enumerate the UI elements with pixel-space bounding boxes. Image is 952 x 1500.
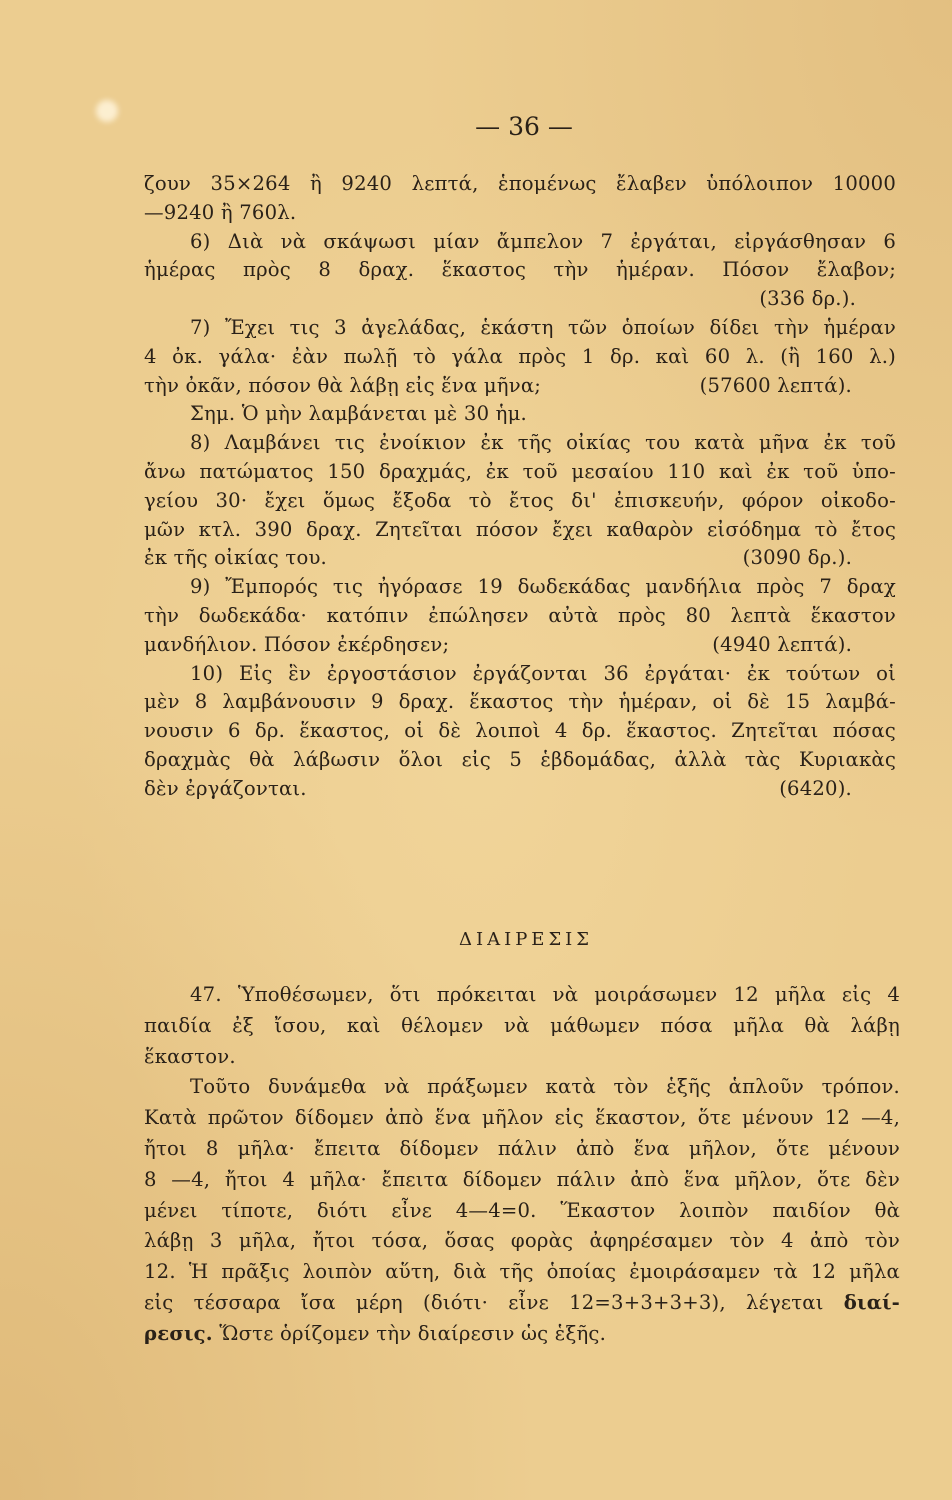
answer: (6420). <box>779 776 852 800</box>
text-line: μένει τίποτε, διότι εἶνε 4—4=0. Ἕκαστον λοιπὸν παιδίον θὰ <box>144 1198 900 1222</box>
answer: (57600 λεπτά). <box>699 373 852 397</box>
line-text: εἰς τέσσαρα ἴσα μέρη (διότι· εἶνε 12=3+3+3+3), λέγεται <box>144 1290 824 1314</box>
exercise-block <box>144 170 896 804</box>
text-line: νουσιν 6 δρ. ἕκαστος, οἱ δὲ λοιποὶ 4 δρ. ἕκαστος. Ζητεῖται πόσας <box>144 719 896 743</box>
text-line: τὴν δωδεκάδα· κατόπιν ἐπώλησεν αὐτὰ πρὸς 80 λεπτὰ ἕκαστον <box>144 603 896 627</box>
section-heading: ΔΙΑΙΡΕΣΙΣ <box>458 929 594 950</box>
question-text: μανδήλιον. Πόσον ἐκέρδησεν; <box>144 632 450 656</box>
text-line: ἕκαστον. <box>144 1044 236 1068</box>
text-line: 8 —4, ἤτοι 4 μῆλα· ἔπειτα δίδομεν πάλιν ἀπὸ ἕνα μῆλον, ὅτε δὲν <box>144 1167 900 1191</box>
text-line: ἤτοι 8 μῆλα· ἔπειτα δίδομεν πάλιν ἀπὸ ἕνα μῆλον, ὅτε μένουν <box>144 1136 900 1160</box>
text-line <box>144 1319 900 1350</box>
text-line <box>144 544 896 573</box>
note-line: Σημ. Ὁ μὴν λαμβάνεται μὲ 30 ἡμ. <box>190 402 527 426</box>
text-line: 10) Εἰς ἓν ἐργοστάσιον ἐργάζονται 36 ἐργάται· ἐκ τούτων οἱ <box>190 661 896 685</box>
question-text: ἐκ τῆς οἰκίας του. <box>144 546 327 570</box>
text-line: ἡμέρας πρὸς 8 δραχ. ἕκαστος τὴν ἡμέραν. Πόσον ἔλαβον; <box>144 258 896 282</box>
text-line <box>144 285 896 314</box>
text-line: 6) Διὰ νὰ σκάψωσι μίαν ἄμπελον 7 ἐργάται, εἰργάσθησαν 6 <box>190 229 896 253</box>
text-line: λάβῃ 3 μῆλα, ἤτοι τόσα, ὅσας φορὰς ἀφηρέσαμεν τὸν 4 ἀπὸ τὸν <box>144 1229 900 1253</box>
line-text: Ὥστε ὁρίζομεν τὴν διαίρεσιν ὡς ἑξῆς. <box>219 1321 607 1345</box>
text-line: παιδία ἐξ ἴσου, καὶ θέλομεν νὰ μάθωμεν πόσα μῆλα θὰ λάβῃ <box>144 1013 900 1037</box>
text-line: 8) Λαμβάνει τις ἐνοίκιον ἐκ τῆς οἰκίας του κατὰ μῆνα ἐκ τοῦ <box>190 431 896 455</box>
page-number: — 36 — <box>475 112 573 141</box>
answer: (4940 λεπτά). <box>712 632 852 656</box>
text-line <box>144 775 896 804</box>
question-text: τὴν ὀκᾶν, πόσον θὰ λάβῃ εἰς ἕνα μῆνα; <box>144 373 542 397</box>
text-line: 47. Ὑποθέσωμεν, ὅτι πρόκειται νὰ μοιράσωμεν 12 μῆλα εἰς 4 <box>190 983 900 1006</box>
text-line: ἄνω πατώματος 150 δραχμάς, ἐκ τοῦ μεσαίου 110 καὶ ἐκ τοῦ ὑπο- <box>144 459 896 483</box>
term-bold: ρεσις. <box>144 1321 213 1345</box>
text-line: Κατὰ πρῶτον δίδομεν ἀπὸ ἕνα μῆλον εἰς ἕκαστον, ὅτε μένουν 12 —4, <box>144 1106 900 1130</box>
text-line <box>144 631 896 660</box>
term-bold: διαί- <box>843 1290 900 1314</box>
text-line: Τοῦτο δυνάμεθα νὰ πράξωμεν κατὰ τὸν ἑξῆς ἁπλοῦν τρόπον. <box>190 1075 900 1099</box>
text-line <box>144 372 896 401</box>
text-line: 9) Ἔμπορός τις ἠγόρασε 19 δωδεκάδας μανδήλια πρὸς 7 δραχ <box>190 575 896 599</box>
text-line: δραχμὰς θὰ λάβωσιν ὅλοι εἰς 5 ἑβδομάδας, ἀλλὰ τὰς Κυριακὰς <box>144 747 896 771</box>
text-line: 7) Ἔχει τις 3 ἀγελάδας, ἑκάστη τῶν ὁποίων δίδει τὴν ἡμέραν <box>190 315 896 339</box>
answer: (3090 δρ.). <box>742 546 852 570</box>
text-line: 4 ὀκ. γάλα· ἐὰν πωλῇ τὸ γάλα πρὸς 1 δρ. καὶ 60 λ. (ἢ 160 λ.) <box>144 344 896 368</box>
text-line: —9240 ἢ 760λ. <box>144 200 297 224</box>
division-section <box>144 980 900 1350</box>
answer: (336 δρ.). <box>759 287 856 311</box>
question-text: δὲν ἐργάζονται. <box>144 776 307 800</box>
text-line: 12. Ἡ πρᾶξις λοιπὸν αὕτη, διὰ τῆς ὁποίας ἐμοιράσαμεν τὰ 12 μῆλα <box>144 1260 900 1284</box>
text-line: μῶν κτλ. 390 δραχ. Ζητεῖται πόσον ἔχει καθαρὸν εἰσόδημα τὸ ἔτος <box>144 517 896 541</box>
text-line: ζουν 35×264 ἢ 9240 λεπτά, ἑπομένως ἔλαβεν ὑπόλοιπον 10000 <box>144 172 896 195</box>
text-line: μὲν 8 λαμβάνουσιν 9 δραχ. ἕκαστος τὴν ἡμέραν, οἱ δὲ 15 λαμβά- <box>144 690 896 714</box>
text-line: γείου 30· ἔχει ὅμως ἔξοδα τὸ ἔτος δι' ἐπισκευήν, φόρον οἰκοδο- <box>144 488 896 512</box>
text-line <box>144 1288 900 1319</box>
